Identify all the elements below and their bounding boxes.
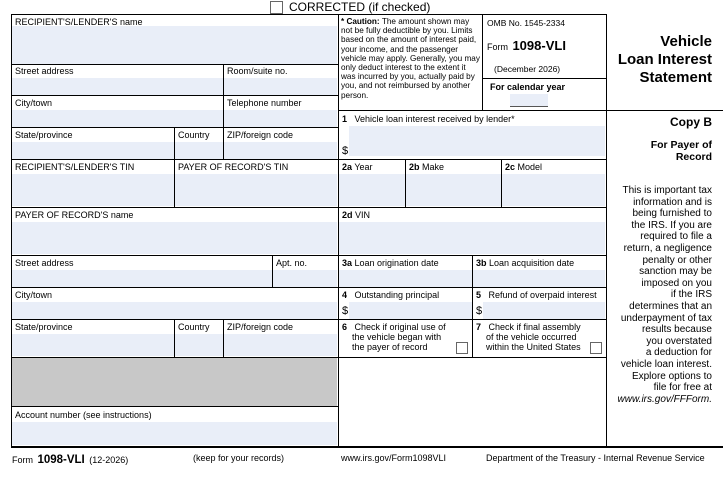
corrected-checkbox[interactable]	[270, 1, 283, 14]
box2a-num: 2a	[342, 162, 353, 172]
calendar-year-field[interactable]	[510, 94, 548, 106]
rule	[11, 64, 339, 65]
rule	[338, 159, 606, 160]
footer-keep: (keep for your records)	[193, 453, 285, 463]
rule	[606, 110, 723, 111]
title-line2: Loan Interest	[617, 51, 712, 68]
box2b-text: Make	[422, 162, 445, 172]
box2b-num: 2b	[409, 162, 420, 172]
box6-label	[342, 322, 446, 352]
rule	[223, 64, 224, 159]
info-line: www.irs.gov/FFForm.	[617, 393, 712, 405]
box1-dollar: $	[342, 145, 349, 157]
recipient-city-label: City/town	[15, 98, 53, 108]
footer-revision: (12-2026)	[89, 455, 129, 465]
box3b-num: 3b	[476, 258, 487, 268]
info-line: penalty or other	[642, 254, 712, 266]
recipient-zip-label: ZIP/foreign code	[227, 130, 294, 140]
info-line: if the IRS	[670, 289, 712, 301]
recipient-street-field[interactable]	[12, 78, 223, 95]
shaded-area	[12, 358, 337, 406]
rule	[223, 319, 224, 357]
rule	[338, 357, 606, 358]
box1-num: 1	[342, 114, 348, 124]
rule	[482, 14, 483, 110]
for-payer-label	[651, 139, 712, 163]
recipient-tin-field[interactable]	[12, 174, 174, 206]
recipient-phone-label: Telephone number	[227, 98, 302, 108]
center-divider	[338, 14, 339, 447]
box2d-num: 2d	[342, 210, 353, 220]
payer-state-field[interactable]	[12, 334, 174, 356]
box7-label	[476, 322, 581, 352]
box7-line2: of the vehicle occurred	[486, 332, 577, 342]
payer-apt-field[interactable]	[273, 270, 337, 287]
omb-number: OMB No. 1545-2334	[487, 18, 565, 28]
box2b-label	[409, 162, 444, 172]
caution-title: * Caution:	[341, 17, 380, 26]
caution-text	[341, 17, 480, 100]
for-payer-line1: For Payer of	[650, 139, 712, 151]
box6-line2: the vehicle began with	[352, 332, 442, 342]
rule	[482, 78, 606, 79]
payer-country-field[interactable]	[175, 334, 223, 356]
box4-num: 4	[342, 290, 348, 300]
box2a-text: Year	[354, 162, 373, 172]
caution-body: The amount shown may not be fully deductible by you. Limits based on the amount of interest paid, your income, and the passenger vehicle may apply. Generally, you may only deduct interest to the extent it was incurred by you, actually paid by you, and not reimbursed by another person.	[341, 17, 480, 100]
info-line: information and is	[633, 196, 712, 208]
box3a-num: 3a	[342, 258, 353, 268]
rule	[338, 110, 606, 111]
box3a-label	[342, 258, 439, 268]
recipient-street-label: Street address	[15, 66, 74, 76]
form-top-border	[11, 14, 606, 15]
info-line: file for free at	[653, 382, 712, 394]
payer-zip-label: ZIP/foreign code	[227, 322, 294, 332]
box1-field[interactable]	[349, 126, 605, 156]
box6-line1: Check if original use of	[354, 322, 446, 332]
rule	[11, 357, 339, 358]
recipient-room-label: Room/suite no.	[227, 66, 288, 76]
info-text	[618, 185, 712, 405]
calendar-year-label: For calendar year	[490, 82, 566, 92]
box1-label	[342, 114, 515, 124]
footer-url: www.irs.gov/Form1098VLI	[341, 453, 447, 463]
rule	[338, 207, 606, 208]
box7-num: 7	[476, 322, 482, 332]
form-left-border	[11, 14, 12, 447]
rule	[472, 255, 473, 357]
rule	[11, 207, 339, 208]
payer-tin-field[interactable]	[175, 174, 337, 206]
form-bottom-border	[11, 446, 723, 448]
box2c-text: Model	[517, 162, 543, 172]
box5-text: Refund of overpaid interest	[488, 290, 597, 300]
box3b-label	[476, 258, 574, 268]
footer-form-id	[12, 450, 128, 468]
box3a-text: Loan origination date	[354, 258, 439, 268]
box2b-field[interactable]	[406, 174, 501, 206]
payer-state-label: State/province	[15, 322, 73, 332]
box2a-field[interactable]	[339, 174, 405, 206]
rule	[11, 406, 339, 407]
rule	[11, 95, 339, 96]
payer-name-field[interactable]	[12, 222, 337, 254]
box2c-num: 2c	[505, 162, 516, 172]
payer-tin-label: PAYER OF RECORD'S TIN	[178, 162, 289, 172]
info-line: the IRS. If you are	[631, 219, 712, 231]
rule	[405, 159, 406, 207]
boxes-right-divider	[606, 14, 607, 447]
info-line: return, a negligence	[623, 242, 712, 254]
box2d-text: VIN	[355, 210, 371, 220]
box2d-label	[342, 210, 370, 220]
box3b-field[interactable]	[473, 270, 605, 287]
box5-dollar: $	[476, 305, 483, 317]
info-line: a deduction for	[645, 347, 712, 359]
rule	[174, 319, 175, 357]
payer-street-label: Street address	[15, 258, 74, 268]
payer-apt-label: Apt. no.	[276, 258, 308, 268]
info-line: results because	[641, 324, 712, 336]
title-line1: Vehicle	[660, 33, 712, 50]
info-line: you overstated	[646, 335, 712, 347]
box5-num: 5	[476, 290, 482, 300]
box3a-field[interactable]	[339, 270, 472, 287]
box5-label	[476, 290, 597, 300]
footer-dept: Department of the Treasury - Internal Revenue Service	[486, 453, 705, 463]
payer-street-field[interactable]	[12, 270, 272, 287]
recipient-tin-label: RECIPIENT'S/LENDER'S TIN	[15, 162, 135, 172]
box7-line3: within the United States	[486, 342, 581, 352]
payer-country-label: Country	[178, 322, 210, 332]
recipient-state-label: State/province	[15, 130, 73, 140]
box6-num: 6	[342, 322, 348, 332]
form-title	[618, 33, 712, 87]
rule	[11, 159, 339, 160]
payer-city-label: City/town	[15, 290, 53, 300]
omb-form-prefix: Form	[487, 42, 508, 52]
account-number-label: Account number (see instructions)	[15, 410, 152, 420]
info-line: being furnished to	[632, 208, 712, 220]
rule	[11, 287, 339, 288]
box3b-text: Loan acquisition date	[489, 258, 575, 268]
box4-dollar: $	[342, 305, 349, 317]
calendar-year-underline	[510, 106, 548, 107]
recipient-name-label: RECIPIENT'S/LENDER'S name	[15, 17, 143, 27]
recipient-country-field[interactable]	[175, 142, 223, 159]
info-line: required to file a	[640, 231, 712, 243]
recipient-phone-field[interactable]	[224, 110, 337, 127]
box1-text: Vehicle loan interest received by lender*	[354, 114, 515, 124]
box7-line1: Check if final assembly	[488, 322, 581, 332]
info-line: This is important tax	[622, 185, 712, 196]
box4-label	[342, 290, 439, 300]
payer-city-field[interactable]	[12, 302, 337, 319]
footer-form-number: 1098-VLI	[37, 454, 85, 466]
for-payer-line2: Record	[675, 151, 712, 163]
recipient-state-field[interactable]	[12, 142, 174, 159]
info-line: vehicle loan interest.	[620, 358, 712, 370]
box2a-label	[342, 162, 373, 172]
omb-form-number: 1098-VLI	[512, 38, 566, 53]
box5-field[interactable]	[483, 302, 605, 319]
payer-zip-field[interactable]	[224, 334, 337, 356]
account-number-field[interactable]	[12, 422, 337, 445]
corrected-label: CORRECTED (if checked)	[289, 0, 431, 14]
rule	[174, 127, 175, 207]
rule	[11, 127, 339, 128]
title-line3: Statement	[639, 69, 712, 86]
box2c-label	[505, 162, 542, 172]
info-line: underpayment of tax	[620, 312, 712, 324]
footer-form-prefix: Form	[12, 455, 33, 465]
info-line: sanction may be	[639, 266, 712, 278]
box6-checkbox[interactable]	[456, 342, 468, 354]
info-line: Explore options to	[631, 370, 712, 382]
rule	[11, 319, 339, 320]
box4-text: Outstanding principal	[354, 290, 440, 300]
copy-label: Copy B	[670, 115, 712, 129]
box6-line3: the payer of record	[352, 342, 428, 352]
recipient-room-field[interactable]	[224, 78, 337, 95]
box7-checkbox[interactable]	[590, 342, 602, 354]
box2c-field[interactable]	[502, 174, 605, 206]
info-line: determines that an	[629, 300, 712, 312]
rule	[11, 255, 339, 256]
box2d-field[interactable]	[339, 222, 605, 254]
recipient-city-field[interactable]	[12, 110, 223, 127]
rule	[501, 159, 502, 207]
info-line: imposed on you	[641, 277, 712, 289]
omb-form-id	[487, 37, 566, 55]
recipient-zip-field[interactable]	[224, 142, 337, 159]
rule	[272, 255, 273, 287]
box4-field[interactable]	[349, 302, 472, 319]
recipient-country-label: Country	[178, 130, 210, 140]
recipient-name-field[interactable]	[12, 26, 337, 64]
payer-name-label: PAYER OF RECORD'S name	[15, 210, 134, 220]
omb-revision: (December 2026)	[494, 64, 561, 74]
